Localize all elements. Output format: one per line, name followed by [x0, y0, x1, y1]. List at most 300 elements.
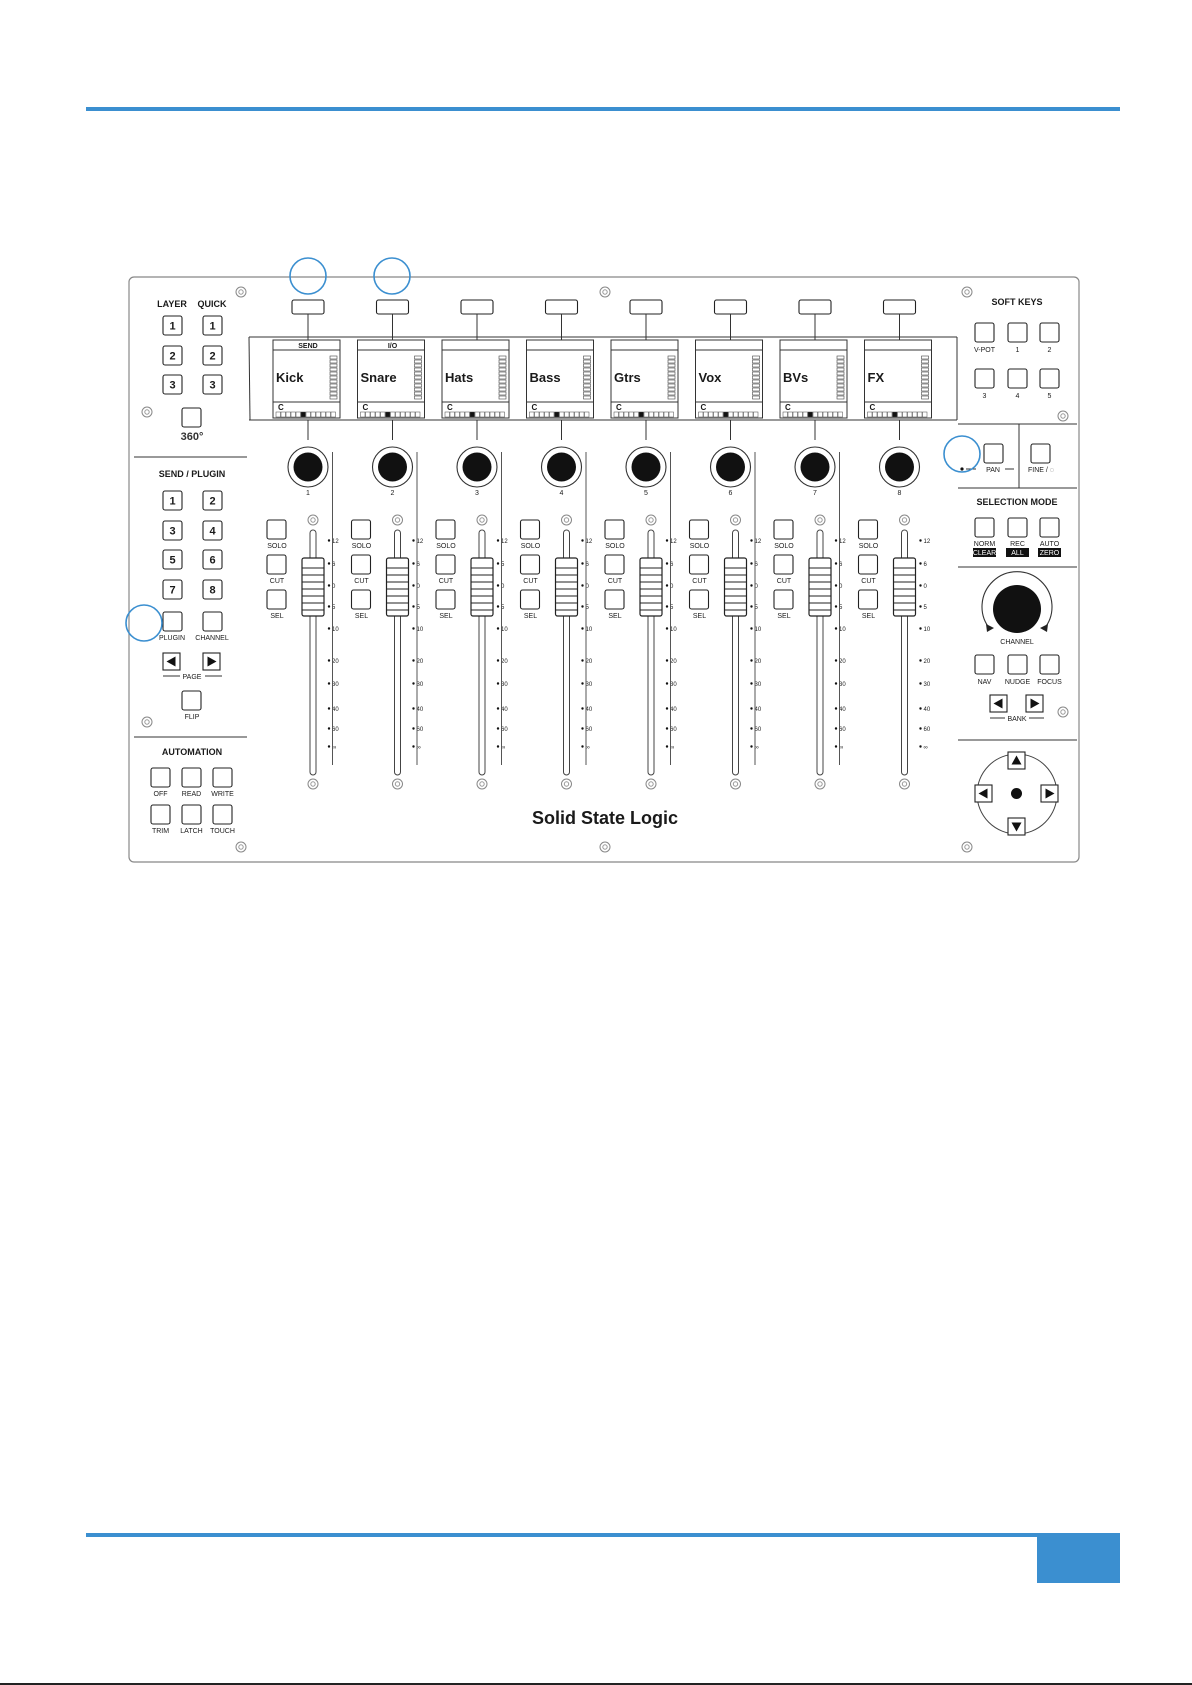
channel-3-scale-4: 10 — [501, 627, 508, 633]
channel-3-scale-dot — [497, 562, 499, 564]
channel-6-vpot-knob[interactable] — [716, 453, 745, 482]
channel-1-pan-segment — [296, 412, 301, 417]
soft-key-4-row2-label: 4 — [1015, 393, 1020, 400]
channel-3-select-key[interactable] — [461, 300, 493, 314]
channel-5-scale-dot — [666, 627, 668, 629]
channel-5-scale-dot — [666, 682, 668, 684]
channel-4-scale-0: 12 — [585, 539, 593, 545]
channel-3-cut-label: CUT — [438, 578, 454, 585]
channel-8-scale-8: 60 — [923, 727, 931, 733]
channel-6-scale-dot — [750, 627, 752, 629]
channel-8-scale-0: 12 — [923, 539, 931, 545]
channel-6-scale-dot — [750, 584, 752, 586]
channel-5-pan-segment — [654, 412, 659, 417]
channel-8-scale-dot — [919, 584, 921, 586]
channel-2-scale-dot — [412, 727, 414, 729]
automation-read-button[interactable] — [182, 768, 201, 787]
nav-focus-button[interactable] — [1040, 655, 1059, 674]
channel-7-scale-dot — [835, 584, 837, 586]
channel-1-pan-readout: C — [278, 403, 284, 412]
channel-6-pan-segment — [734, 412, 739, 417]
channel-6-solo-label: SOLO — [689, 543, 710, 550]
channel-5-pan-segment — [619, 412, 624, 417]
channel-label: CHANNEL — [195, 635, 229, 642]
channel-1-sel-label: SEL — [270, 613, 284, 620]
channel-3-scale-2: 0 — [501, 584, 505, 590]
channel-1-scale-1: 6 — [332, 562, 336, 568]
channel-2-display-header: I/O — [387, 343, 398, 350]
channel-3-pan-segment — [470, 412, 475, 417]
channel-1-scale-5: 20 — [332, 659, 339, 665]
channel-8-pan-segment — [888, 412, 893, 417]
channel-7-pan-segment — [823, 412, 828, 417]
channel-5-scale-2: 0 — [670, 584, 674, 590]
channel-1-pan-segment — [316, 412, 321, 417]
channel-8-sel-label: SEL — [861, 613, 876, 620]
channel-8-solo-button[interactable] — [859, 520, 878, 539]
channel-1-scale-dot — [328, 562, 330, 564]
channel-7-scale-2: 0 — [839, 584, 843, 590]
channel-7-vpot-knob[interactable] — [801, 453, 830, 482]
channel-2-number: 2 — [390, 490, 395, 497]
channel-6-pan-segment — [699, 412, 704, 417]
channel-2-cut-button[interactable] — [352, 555, 371, 574]
channel-1-scale-dot — [328, 682, 330, 684]
channel-7-scale-6: 30 — [839, 682, 846, 688]
button-360[interactable] — [182, 408, 201, 427]
channel-8-scale-4: 10 — [923, 627, 931, 633]
channel-6-pan-segment — [714, 412, 719, 417]
channel-2-pan-segment — [411, 412, 416, 417]
channel-2-scale-dot — [412, 659, 414, 661]
soft-key-5-row2-button[interactable] — [1040, 369, 1059, 388]
channel-8-scale-dot — [919, 562, 921, 564]
dpad-center-dot-icon — [1011, 788, 1022, 799]
screw-fader-top-5 — [646, 515, 656, 525]
channel-1-scale-7: 40 — [332, 707, 339, 713]
screw-fader-top-3 — [477, 515, 487, 525]
screw-5 — [142, 717, 152, 727]
channel-6-scale-4: 10 — [754, 627, 762, 633]
channel-5-sel-label: SEL — [608, 613, 622, 620]
channel-4-pan-readout: C — [531, 403, 538, 412]
nav-nudge-button[interactable] — [1008, 655, 1027, 674]
channel-1-pan-segment — [301, 412, 306, 417]
channel-4-pan-segment — [550, 412, 555, 417]
channel-4-scale-dot — [581, 682, 583, 684]
channel-1-scale-8: 60 — [332, 727, 339, 733]
automation-touch-label: TOUCH — [210, 828, 235, 835]
channel-7-scale-dot — [835, 727, 837, 729]
soft-key-v-pot-label: V-POT — [973, 347, 996, 354]
channel-4-pan-segment — [540, 412, 545, 417]
channel-3-scale-5: 20 — [501, 659, 508, 665]
channel-3-pan-segment — [460, 412, 465, 417]
automation-read-label: READ — [181, 791, 202, 798]
soft-key-3-row2-label: 3 — [982, 393, 987, 400]
channel-4-pan-segment — [570, 412, 575, 417]
channel-6-solo-button[interactable] — [690, 520, 709, 539]
channel-4-name: Bass — [529, 370, 561, 385]
channel-4-pan-segment — [585, 412, 590, 417]
channel-3-scale-6: 30 — [501, 682, 508, 688]
channel-8-number: 8 — [897, 490, 902, 497]
channel-3-sel-button[interactable] — [436, 590, 455, 609]
send-1-label: 1 — [169, 495, 176, 508]
send-5-label: 5 — [169, 554, 176, 567]
channel-1-fader-cap[interactable] — [302, 558, 324, 616]
flip-button[interactable] — [182, 691, 201, 710]
channel-1-scale-dot — [328, 627, 330, 629]
layer-1-label: 1 — [169, 320, 176, 333]
channel-5-scale-dot — [666, 584, 668, 586]
channel-8-pan-segment — [878, 412, 883, 417]
channel-2-fader-cap[interactable] — [387, 558, 409, 616]
channel-8-cut-button[interactable] — [859, 555, 878, 574]
automation-off-button[interactable] — [151, 768, 170, 787]
selection-all-label: ALL — [1011, 550, 1024, 557]
channel-5-scale-6: 30 — [670, 682, 677, 688]
send-4-label: 4 — [209, 525, 216, 538]
channel-2-pan-segment — [406, 412, 411, 417]
pan-button[interactable] — [984, 444, 1003, 463]
channel-3-pan-readout: C — [447, 403, 453, 412]
channel-7-pan-segment — [788, 412, 793, 417]
automation-latch-label: LATCH — [180, 828, 203, 835]
channel-7-scale-dot — [835, 562, 837, 564]
channel-2-pan-segment — [391, 412, 396, 417]
channel-6-scale-3: 5 — [754, 605, 758, 611]
screw-0 — [236, 287, 246, 297]
selection-norm-button[interactable] — [975, 518, 994, 537]
channel-3-fader-cap[interactable] — [471, 558, 493, 616]
nav-nav-button[interactable] — [975, 655, 994, 674]
channel-4-cut-label: CUT — [523, 578, 538, 585]
channel-7-cut-label: CUT — [776, 578, 792, 585]
jog-channel-label: CHANNEL — [1000, 639, 1034, 646]
channel-4-scale-dot — [581, 539, 583, 541]
channel-5-fader-cap[interactable] — [640, 558, 662, 616]
selection-mode-heading: SELECTION MODE — [976, 497, 1058, 507]
channel-7-scale-8: 60 — [839, 727, 846, 733]
channel-6-scale-6: 30 — [754, 682, 762, 688]
channel-8-scale-dot — [919, 539, 921, 541]
channel-5-scale-8: 60 — [670, 727, 677, 733]
channel-5-cut-label: CUT — [607, 578, 623, 585]
channel-2-scale-8: 60 — [416, 727, 424, 733]
channel-8-fader-cap[interactable] — [894, 558, 916, 616]
channel-6-scale-dot — [750, 727, 752, 729]
channel-8-scale-dot — [919, 707, 921, 709]
channel-8-scale-2: 0 — [923, 584, 927, 590]
channel-1-display-header: SEND — [298, 343, 318, 350]
channel-4-fader-cap[interactable] — [556, 558, 578, 616]
channel-4-select-key[interactable] — [546, 300, 578, 314]
channel-8-scale-7: 40 — [923, 707, 931, 713]
channel-1-pan-segment — [331, 412, 336, 417]
channel-7-pan-segment — [818, 412, 823, 417]
channel-3-vpot-knob[interactable] — [463, 453, 492, 482]
channel-1-scale-6: 30 — [332, 682, 339, 688]
channel-8-sel-button[interactable] — [859, 590, 878, 609]
channel-4-pan-segment — [560, 412, 565, 417]
channel-8-scale-9: ∞ — [923, 745, 928, 751]
automation-write-label: WRITE — [211, 791, 234, 798]
channel-7-name: BVs — [783, 370, 809, 385]
channel-7-sel-button[interactable] — [774, 590, 793, 609]
channel-4-sel-label: SEL — [523, 613, 538, 620]
channel-3-scale-dot — [497, 539, 499, 541]
channel-2-scale-2: 0 — [416, 584, 420, 590]
channel-3-cut-button[interactable] — [436, 555, 455, 574]
channel-5-pan-segment — [624, 412, 629, 417]
channel-2-select-key[interactable] — [377, 300, 409, 314]
channel-7-pan-segment — [828, 412, 833, 417]
channel-8-solo-label: SOLO — [858, 543, 879, 550]
channel-3-pan-segment — [465, 412, 470, 417]
automation-latch-button[interactable] — [182, 805, 201, 824]
screw-fader-bottom-2 — [393, 779, 403, 789]
send-7-label: 7 — [169, 584, 176, 597]
channel-4-solo-button[interactable] — [521, 520, 540, 539]
channel-1-solo-label: SOLO — [267, 543, 287, 550]
flip-label: FLIP — [184, 714, 200, 721]
pan-label: PAN — [986, 467, 1000, 474]
send-6-label: 6 — [209, 554, 216, 567]
channel-6-cut-button[interactable] — [690, 555, 709, 574]
channel-7-fader-cap[interactable] — [809, 558, 831, 616]
selection-auto-label: AUTO — [1039, 541, 1060, 548]
automation-off-label: OFF — [153, 791, 168, 798]
channel-4-scale-2: 0 — [585, 584, 589, 590]
channel-8-pan-segment — [918, 412, 923, 417]
soft-key-5-row2-label: 5 — [1047, 393, 1052, 400]
channel-1-pan-segment — [311, 412, 316, 417]
quick-heading: QUICK — [197, 299, 227, 309]
screw-6 — [1058, 707, 1068, 717]
channel-8-scale-3: 5 — [923, 605, 927, 611]
channel-2-pan-segment — [386, 412, 391, 417]
channel-1-scale-3: 5 — [332, 605, 336, 611]
automation-touch-button[interactable] — [213, 805, 232, 824]
channel-1-solo-button[interactable] — [267, 520, 286, 539]
channel-6-fader-cap[interactable] — [725, 558, 747, 616]
channel-3-scale-1: 5 — [501, 562, 505, 568]
channel-3-scale-0: 12 — [501, 539, 508, 545]
channel-jog-wheel[interactable] — [993, 585, 1041, 633]
quick-2-label: 2 — [209, 350, 216, 363]
channel-3-scale-9: ∞ — [501, 745, 506, 751]
channel-5-pan-segment — [629, 412, 634, 417]
channel-6-scale-dot — [750, 539, 752, 541]
send-plugin-heading: SEND / PLUGIN — [158, 469, 226, 479]
channel-8-pan-segment — [898, 412, 903, 417]
automation-write-button[interactable] — [213, 768, 232, 787]
channel-2-sel-button[interactable] — [352, 590, 371, 609]
channel-8-pan-segment — [893, 412, 898, 417]
channel-5-cut-button[interactable] — [605, 555, 624, 574]
channel-4-scale-dot — [581, 727, 583, 729]
channel-1-pan-segment — [306, 412, 311, 417]
channel-5-select-key[interactable] — [630, 300, 662, 314]
quick-3-label: 3 — [209, 379, 216, 392]
channel-3-sel-label: SEL — [439, 613, 453, 620]
channel-7-solo-button[interactable] — [774, 520, 793, 539]
plugin-button[interactable] — [163, 612, 182, 631]
channel-2-vpot-knob[interactable] — [378, 453, 407, 482]
channel-4-scale-8: 60 — [585, 727, 593, 733]
channel-3-scale-dot — [497, 727, 499, 729]
channel-7-sel-label: SEL — [777, 613, 791, 620]
channel-7-scale-dot — [835, 539, 837, 541]
channel-7-scale-3: 5 — [839, 605, 843, 611]
channel-6-pan-readout: C — [700, 403, 707, 412]
channel-4-pan-segment — [555, 412, 560, 417]
channel-7-scale-dot — [835, 605, 837, 607]
channel-5-solo-label: SOLO — [605, 543, 625, 550]
channel-1-sel-button[interactable] — [267, 590, 286, 609]
channel-5-scale-dot — [666, 562, 668, 564]
channel-4-sel-button[interactable] — [521, 590, 540, 609]
screw-9 — [962, 842, 972, 852]
channel-1-scale-0: 12 — [332, 539, 339, 545]
screw-fader-bottom-7 — [815, 779, 825, 789]
channel-3-pan-segment — [490, 412, 495, 417]
layer-2-label: 2 — [169, 350, 176, 363]
channel-2-cut-label: CUT — [354, 578, 369, 585]
channel-8-name: FX — [867, 370, 885, 385]
screw-4 — [1058, 411, 1068, 421]
channel-4-scale-3: 5 — [585, 605, 589, 611]
channel-4-scale-5: 20 — [585, 659, 593, 665]
channel-5-scale-dot — [666, 539, 668, 541]
channel-4-scale-dot — [581, 745, 583, 747]
channel-3-solo-button[interactable] — [436, 520, 455, 539]
channel-7-pan-readout: C — [785, 403, 791, 412]
channel-4-pan-segment — [545, 412, 550, 417]
channel-1-scale-9: ∞ — [332, 745, 337, 751]
channel-4-scale-dot — [581, 605, 583, 607]
fine-label: FINE / ◌ — [1028, 467, 1054, 474]
channel-7-solo-label: SOLO — [774, 543, 794, 550]
channel-5-pan-segment — [614, 412, 619, 417]
channel-3-number: 3 — [475, 490, 479, 497]
soft-key-3-row2-button[interactable] — [975, 369, 994, 388]
channel-3-scale-8: 60 — [501, 727, 508, 733]
channel-5-scale-dot — [666, 659, 668, 661]
selection-clear-label: CLEAR — [972, 550, 997, 557]
screw-8 — [600, 842, 610, 852]
channel-1-cut-button[interactable] — [267, 555, 286, 574]
pan-led-icon — [960, 467, 963, 470]
channel-2-scale-0: 12 — [416, 539, 424, 545]
selection-auto-button[interactable] — [1040, 518, 1059, 537]
automation-trim-button[interactable] — [151, 805, 170, 824]
channel-1-pan-segment — [281, 412, 286, 417]
channel-3-scale-dot — [497, 584, 499, 586]
channel-7-cut-button[interactable] — [774, 555, 793, 574]
send-3-label: 3 — [169, 525, 176, 538]
channel-2-scale-dot — [412, 539, 414, 541]
channel-8-pan-segment — [913, 412, 918, 417]
channel-5-scale-0: 12 — [670, 539, 677, 545]
channel-4-cut-button[interactable] — [521, 555, 540, 574]
channel-3-pan-segment — [445, 412, 450, 417]
channel-7-pan-segment — [803, 412, 808, 417]
channel-8-select-key[interactable] — [884, 300, 916, 314]
channel-6-select-key[interactable] — [715, 300, 747, 314]
channel-2-sel-label: SEL — [354, 613, 369, 620]
channel-1-pan-segment — [291, 412, 296, 417]
soft-key-2-button[interactable] — [1040, 323, 1059, 342]
channel-6-sel-button[interactable] — [690, 590, 709, 609]
channel-5-solo-button[interactable] — [605, 520, 624, 539]
channel-7-scale-4: 10 — [839, 627, 846, 633]
channel-1-select-key[interactable] — [292, 300, 324, 314]
nav-nav-label: NAV — [977, 679, 992, 686]
channel-6-name: Vox — [698, 370, 722, 385]
channel-6-sel-label: SEL — [692, 613, 707, 620]
channel-2-scale-dot — [412, 605, 414, 607]
channel-7-select-key[interactable] — [799, 300, 831, 314]
channel-7-pan-segment — [813, 412, 818, 417]
channel-1-vpot-knob[interactable] — [294, 453, 323, 482]
page-label: PAGE — [182, 674, 202, 681]
channel-2-pan-readout: C — [362, 403, 369, 412]
channel-4-scale-dot — [581, 707, 583, 709]
channel-2-scale-dot — [412, 584, 414, 586]
channel-7-scale-dot — [835, 682, 837, 684]
channel-2-scale-3: 5 — [416, 605, 420, 611]
selection-rec-button[interactable] — [1008, 518, 1027, 537]
fine-button[interactable] — [1031, 444, 1050, 463]
channel-4-scale-dot — [581, 627, 583, 629]
channel-2-pan-segment — [416, 412, 421, 417]
screw-fader-top-4 — [562, 515, 572, 525]
channel-4-scale-1: 6 — [585, 562, 589, 568]
soft-key-1-label: 1 — [1015, 347, 1020, 354]
channel-5-pan-readout: C — [616, 403, 622, 412]
channel-8-vpot-knob[interactable] — [885, 453, 914, 482]
channel-2-pan-segment — [361, 412, 366, 417]
channel-5-pan-segment — [649, 412, 654, 417]
channel-5-scale-1: 6 — [670, 562, 674, 568]
channel-1-pan-segment — [321, 412, 326, 417]
soft-key-v-pot-button[interactable] — [975, 323, 994, 342]
channel-5-scale-9: ∞ — [670, 745, 675, 751]
channel-8-pan-readout: C — [869, 403, 876, 412]
channel-5-sel-button[interactable] — [605, 590, 624, 609]
channel-2-scale-dot — [412, 627, 414, 629]
channel-5-scale-dot — [666, 727, 668, 729]
soft-key-4-row2-button[interactable] — [1008, 369, 1027, 388]
screw-1 — [600, 287, 610, 297]
channel-4-vpot-knob[interactable] — [547, 453, 576, 482]
screw-fader-top-6 — [731, 515, 741, 525]
screw-3 — [142, 407, 152, 417]
channel-5-pan-segment — [644, 412, 649, 417]
channel-7-scale-dot — [835, 707, 837, 709]
channel-5-scale-3: 5 — [670, 605, 674, 611]
channel-5-vpot-knob[interactable] — [632, 453, 661, 482]
channel-3-pan-segment — [495, 412, 500, 417]
channel-4-scale-4: 10 — [585, 627, 593, 633]
soft-key-1-button[interactable] — [1008, 323, 1027, 342]
channel-2-solo-button[interactable] — [352, 520, 371, 539]
channel-button[interactable] — [203, 612, 222, 631]
channel-3-pan-segment — [450, 412, 455, 417]
channel-1-scale-dot — [328, 745, 330, 747]
